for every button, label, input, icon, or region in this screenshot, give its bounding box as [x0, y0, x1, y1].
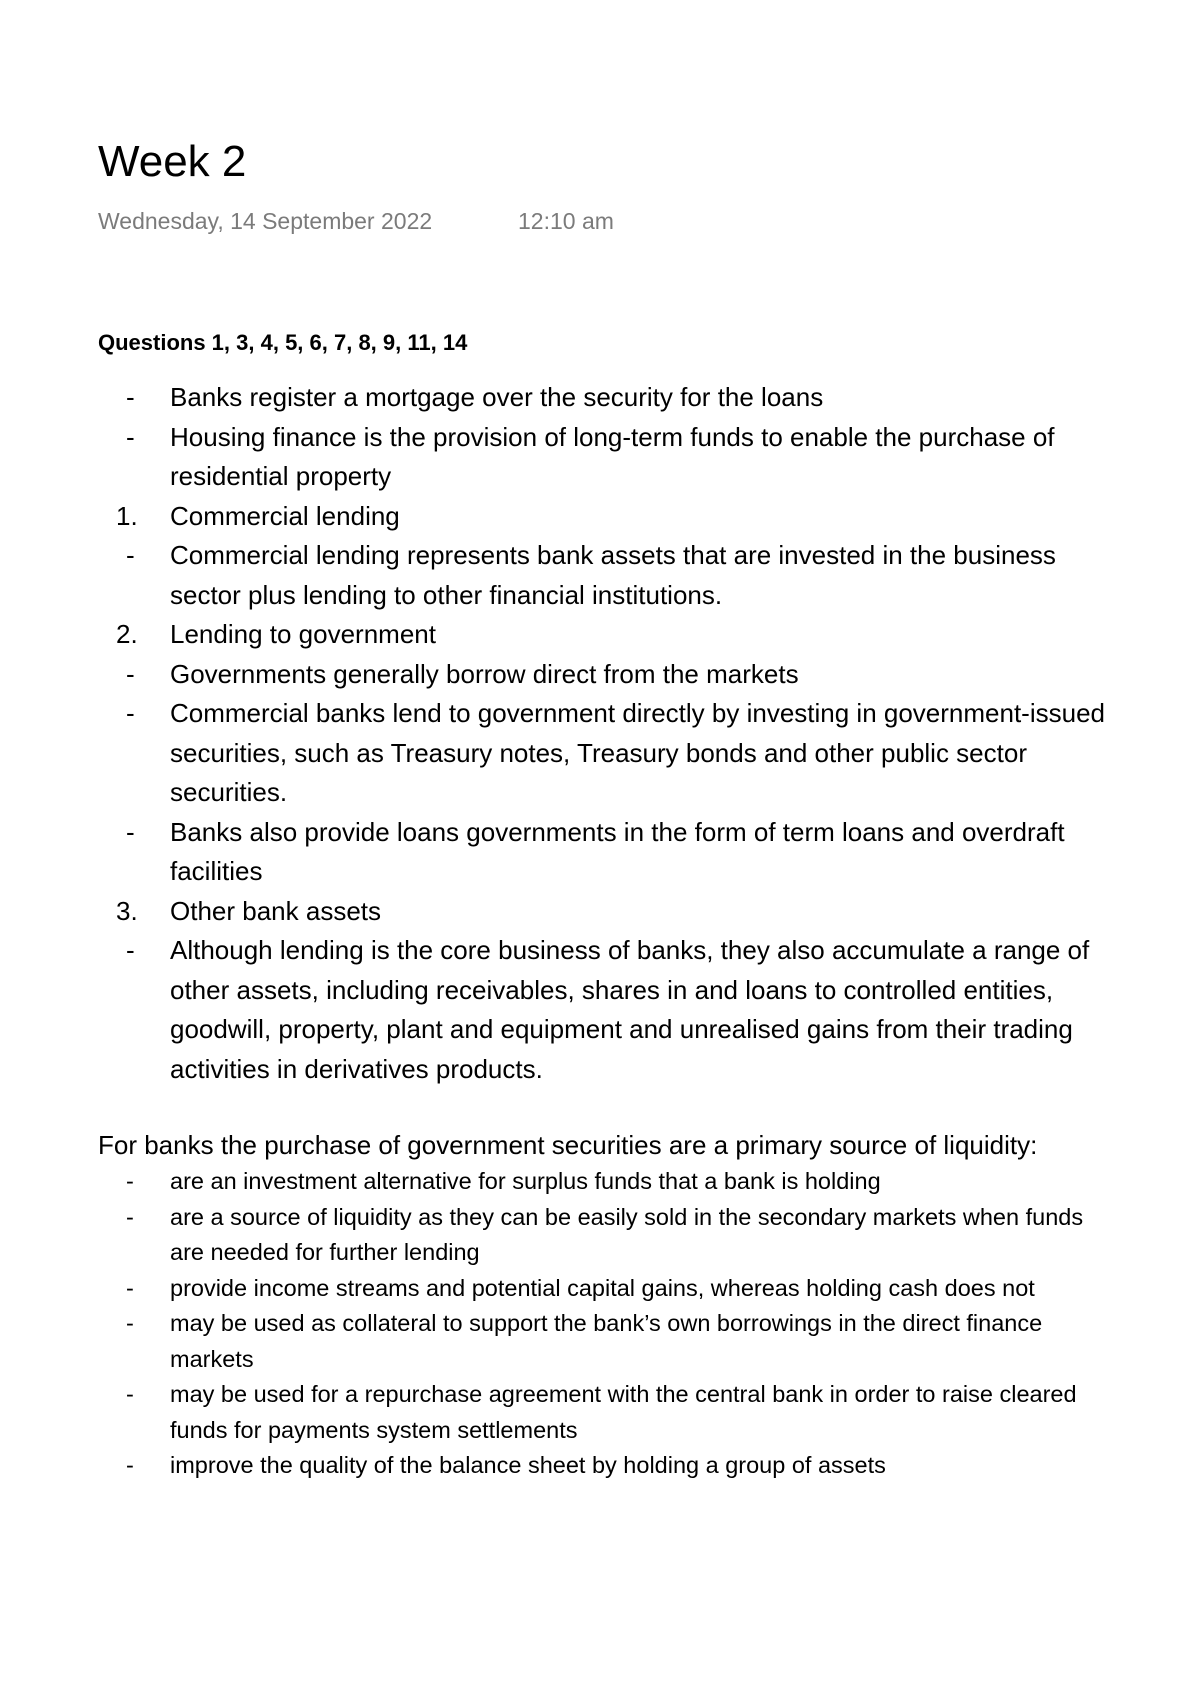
page-time: 12:10 am [518, 208, 614, 234]
list-item [98, 1448, 1108, 1484]
list-item-text: may be used as collateral to support the bank’s own borrowings in the direct finance markets [170, 1310, 1043, 1372]
list-marker: - [126, 1203, 134, 1230]
list-item [98, 813, 1108, 892]
list-marker: - [126, 1168, 134, 1194]
list-marker: - [126, 658, 135, 689]
list-item [98, 1164, 1108, 1200]
list-item [98, 1377, 1108, 1448]
list-item-text: Commercial lending represents bank assets that are invested in the business sector plus lending to other financial institutions. [170, 540, 1056, 610]
page-title: Week 2 [98, 137, 247, 186]
list-item [98, 1200, 1108, 1271]
list-marker: - [126, 1381, 134, 1407]
list-item-text: may be used for a repurchase agreement with the central bank in order to raise cleared funds for payments system settlements [170, 1381, 1077, 1443]
list-item [98, 418, 1108, 497]
note-body [98, 328, 1108, 1484]
list-marker: - [126, 1452, 134, 1478]
liquidity-list [98, 1164, 1108, 1484]
list-item [98, 655, 1108, 695]
list-item-text: improve the quality of the balance sheet by holding a group of assets [170, 1452, 886, 1478]
list-number: 3. [116, 895, 138, 926]
page-meta [98, 206, 614, 236]
list-item-text: Housing finance is the provision of long-term funds to enable the purchase of residential property [170, 421, 1055, 491]
list-marker: - [126, 816, 135, 847]
list-item-text: Although lending is the core business of banks, they also accumulate a range of other assets, including receivables, shares in and loans to controlled entities, goodwill, property, plant and equipment and unrealised gains from their trading activities in derivatives products. [170, 935, 1090, 1084]
list-item [98, 1306, 1108, 1377]
list-item-text: Governments generally borrow direct from the markets [170, 658, 799, 689]
list-item-text: are a source of liquidity as they can be easily sold in the secondary markets when funds are needed for further lending [170, 1203, 1084, 1265]
list-item [98, 378, 1108, 418]
list-item-text: Lending to government [170, 619, 436, 649]
list-item-text: Commercial lending [170, 500, 400, 531]
list-item-text: Banks also provide loans governments in the form of term loans and overdraft facilities [170, 816, 1065, 886]
list-marker: - [126, 540, 135, 570]
list-number: 1. [116, 500, 138, 531]
numbered-item [98, 615, 1108, 655]
list-item [98, 1271, 1108, 1307]
numbered-item [98, 497, 1108, 537]
list-marker: - [126, 1274, 134, 1301]
list-marker: - [126, 382, 135, 412]
list-marker: - [126, 935, 135, 965]
list-marker: - [126, 698, 135, 728]
list-item-text: Commercial banks lend to government directly by investing in government-issued securities, such as Treasury notes, Treasury bonds and other public sector securities. [170, 698, 1105, 807]
list-item [98, 694, 1108, 813]
list-item [98, 536, 1108, 615]
list-marker: - [126, 1310, 134, 1336]
list-item [98, 931, 1108, 1089]
list-item-text: Other bank assets [170, 895, 381, 926]
asset-list [98, 378, 1108, 1089]
list-item-text: provide income streams and potential capital gains, whereas holding cash does not [170, 1274, 1035, 1301]
page-date: Wednesday, 14 September 2022 [98, 208, 433, 234]
questions-heading: Questions 1, 3, 4, 5, 6, 7, 8, 9, 11, 14 [98, 330, 468, 355]
list-number: 2. [116, 619, 138, 649]
list-item-text: are an investment alternative for surplus funds that a bank is holding [170, 1168, 881, 1194]
list-item-text: Banks register a mortgage over the security for the loans [170, 382, 824, 412]
liquidity-paragraph: For banks the purchase of government securities are a primary source of liquidity: [98, 1130, 1038, 1160]
list-marker: - [126, 421, 135, 452]
numbered-item [98, 892, 1108, 932]
